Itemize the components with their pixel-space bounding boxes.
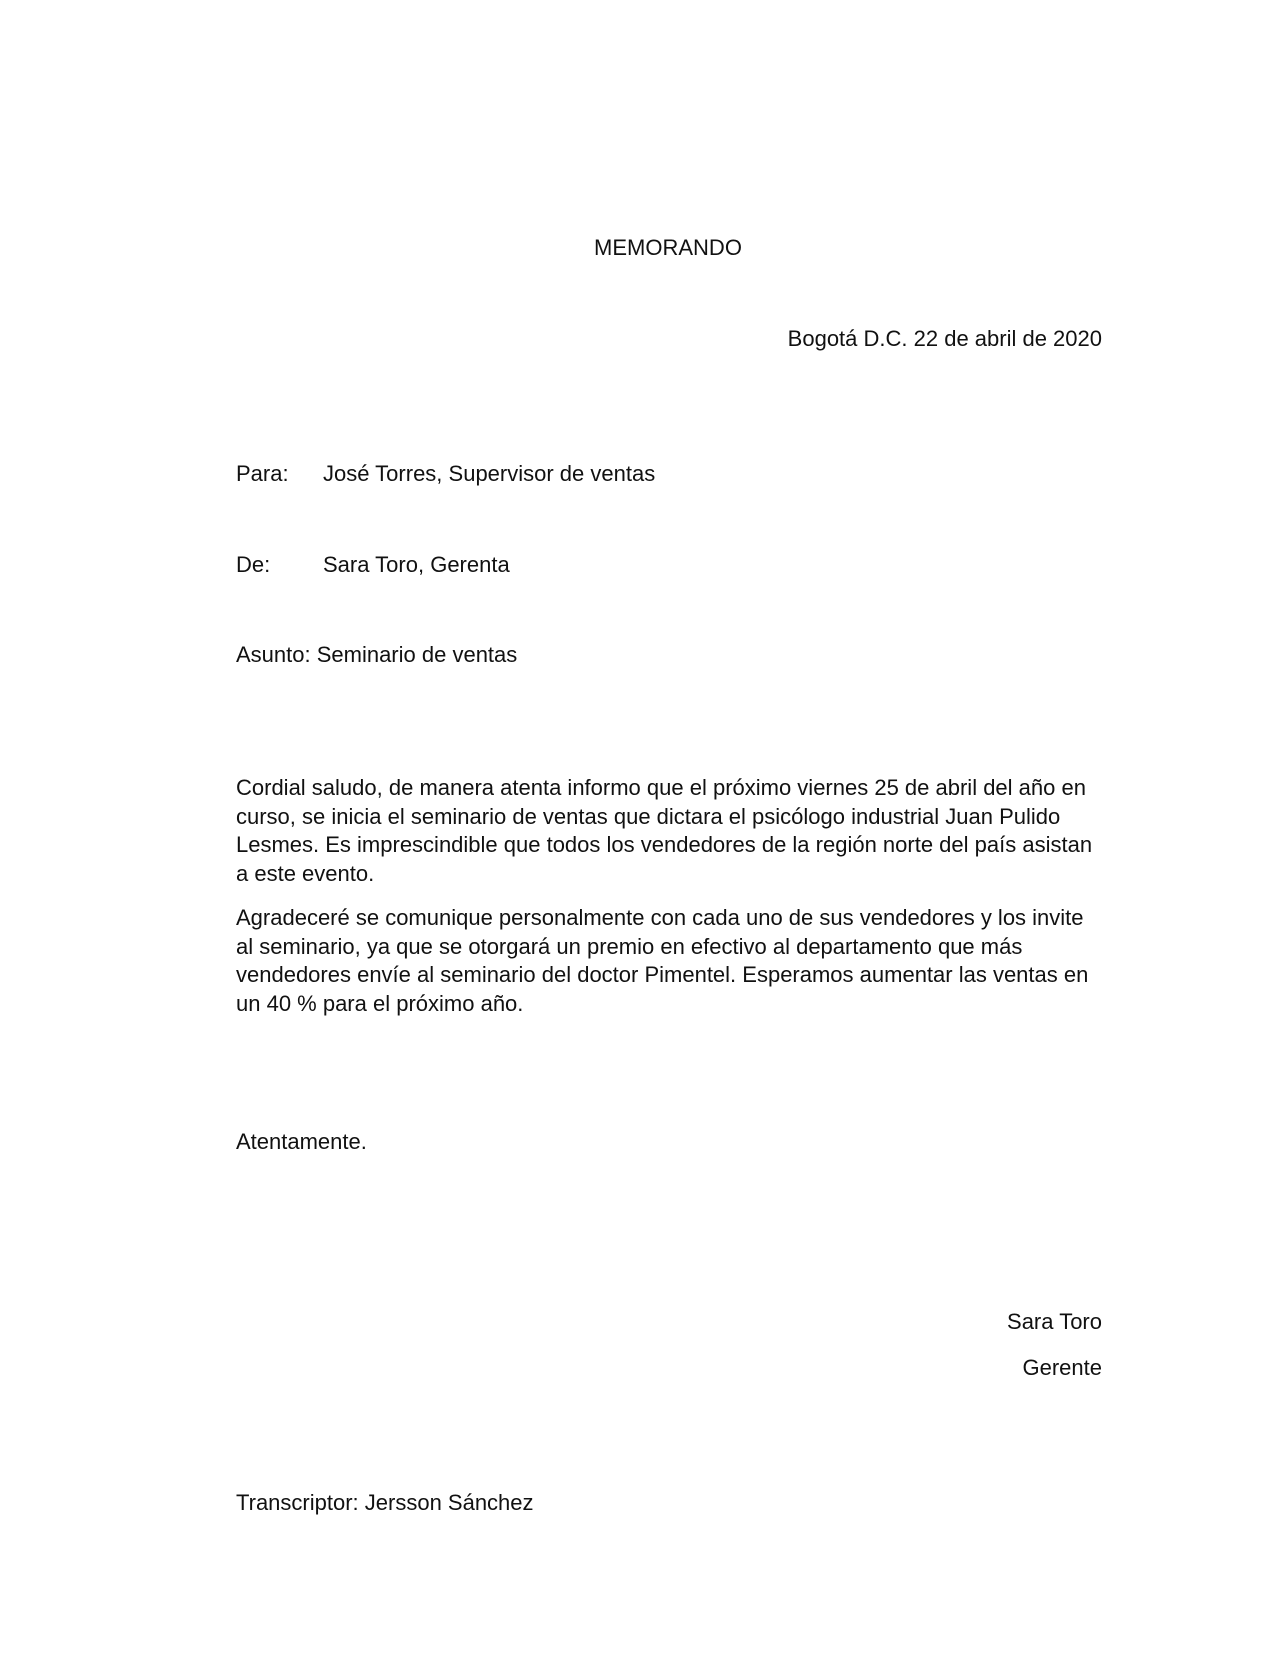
de-value: Sara Toro, Gerenta [323,552,510,577]
memo-title: MEMORANDO [594,235,742,260]
body-paragraph-1: Cordial saludo, de manera atenta informo que el próximo viernes 25 de abril del año en curso, se inicia el seminario de ventas que dictara el psicólogo industrial Juan Pulido Lesmes. Es imprescindible que todos los vendedores de la región norte del país asistan a este evento. [236,775,1093,886]
signature-name: Sara Toro [1007,1309,1102,1334]
closing: Atentamente. [236,1129,367,1154]
memo-date: Bogotá D.C. 22 de abril de 2020 [787,326,1102,351]
transcriptor-line: Transcriptor: Jersson Sánchez [236,1490,534,1515]
body-paragraph-2: Agradeceré se comunique personalmente con cada uno de sus vendedores y los invite al seminario, ya que se otorgará un premio en efectivo al departamento que más vendedores envíe al seminario del doctor Pimentel. Esperamos aumentar las ventas en un 40 % para el próximo año. [236,905,1089,1016]
asunto-line: Asunto: Seminario de ventas [236,642,518,667]
signature-role: Gerente [1022,1355,1102,1380]
para-label: Para: [236,461,289,486]
de-label: De: [236,552,271,577]
para-value: José Torres, Supervisor de ventas [323,461,656,486]
